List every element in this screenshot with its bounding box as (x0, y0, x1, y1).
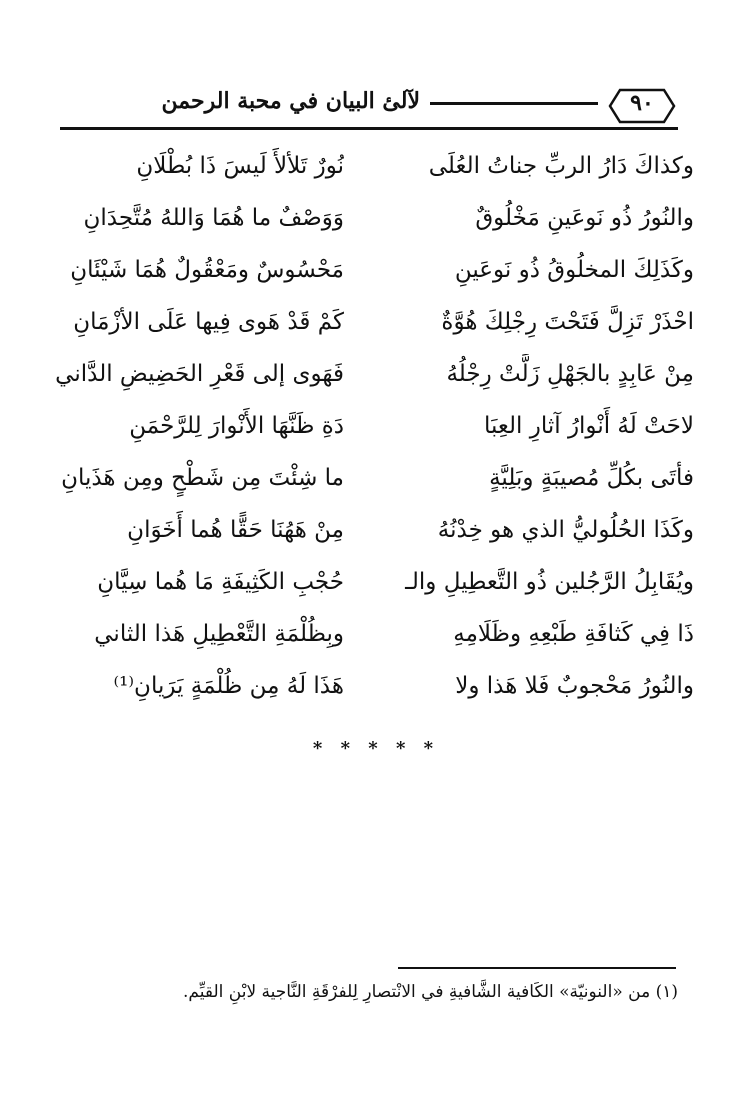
verse-second-half: وبِظُلْمَةِ التَّعْطِيلِ هَذا الثاني (94, 621, 344, 647)
header-divider (430, 102, 598, 105)
verse-first-half: وكَذَلِكَ المخلُوقُ ذُو نَوعَينِ (454, 257, 694, 283)
verse-row (54, 614, 694, 666)
footnote: (١) من «النونيّة» الكَافية الشَّافيةِ في الانْتصارِ لِلفرْقَةِ النَّاجية لابْنِ القيِّم. (183, 982, 678, 1002)
verse-second-half: مَحْسُوسٌ ومَعْقُولٌ هُمَا شَيْئَانِ (70, 257, 344, 283)
verse-first-half: وكَذَا الحُلُوليُّ الذي هو خِدْنُهُ (437, 517, 694, 543)
verse-row (54, 354, 694, 406)
verse-second-half: فَهَوى إلى قَعْرِ الحَضِيضِ الدَّاني (55, 361, 344, 387)
verse-row (54, 146, 694, 198)
verse-second-half: مِنْ هَهُنَا حَقًّا هُما أَخَوَانِ (127, 517, 344, 543)
verse-first-half: لاحَتْ لَهُ أَنْوارُ آثارِ العِبَا (483, 413, 694, 439)
verse-second-half: هَذَا لَهُ مِن ظُلْمَةٍ يَرَيانِ⁽¹⁾ (113, 673, 344, 699)
verse-row (54, 250, 694, 302)
footnote-divider (398, 967, 676, 969)
header-underline (60, 127, 678, 130)
verse-row (54, 562, 694, 614)
verse-row (54, 666, 694, 718)
verse-first-half: ويُقَابِلُ الرَّجُلين ذُو التَّعطِيلِ والـ (405, 569, 694, 595)
verse-second-half: وَوَصْفٌ ما هُمَا وَاللهُ مُتَّحِدَانِ (83, 205, 344, 231)
verse-row (54, 302, 694, 354)
section-separator: * * * * * (312, 738, 440, 759)
verse-first-half: وكذاكَ دَارُ الربِّ جناتُ العُلَى (428, 153, 694, 179)
poem-verses (54, 146, 694, 718)
page-number-badge (606, 86, 678, 122)
page-number: ٩٠ (630, 90, 654, 116)
verse-second-half: كَمْ قَدْ هَوى فِيها عَلَى الأزْمَانِ (73, 309, 344, 335)
verse-first-half: ذَا فِي كَثافَةِ طَبْعِهِ وظَلَامِهِ (453, 621, 694, 647)
verse-first-half: احْذَرْ تَزِلَّ فَتَحْتَ رِجْلِكَ هُوَّةٌ (441, 309, 694, 335)
verse-second-half: ما شِئْتَ مِن شَطْحٍ ومِن هَذَيانِ (61, 465, 344, 491)
verse-row (54, 510, 694, 562)
verse-row (54, 458, 694, 510)
verse-first-half: والنُورُ مَحْجوبٌ فَلا هَذا ولا (455, 673, 694, 699)
verse-first-half: والنُورُ ذُو نَوعَينِ مَخْلُوقٌ (475, 205, 694, 231)
verse-first-half: مِنْ عَابِدٍ بالجَهْلِ زَلَّتْ رِجْلُهُ (446, 361, 694, 387)
verse-row (54, 198, 694, 250)
verse-second-half: دَةِ ظَنَّهَا الأَنْوارَ لِلرَّحْمَنِ (129, 413, 344, 439)
running-title: لآلئ البيان في محبة الرحمن (161, 88, 420, 114)
verse-second-half: حُجْبِ الكَثِيفَةِ مَا هُما سِيَّانِ (97, 569, 344, 595)
verse-first-half: فأتَى بكُلِّ مُصيبَةٍ وبَلِيَّةٍ (489, 465, 694, 491)
verse-row (54, 406, 694, 458)
verse-second-half: نُورٌ تَلألأَ لَيسَ ذَا بُطْلَانِ (136, 153, 344, 179)
page-header (60, 84, 678, 124)
